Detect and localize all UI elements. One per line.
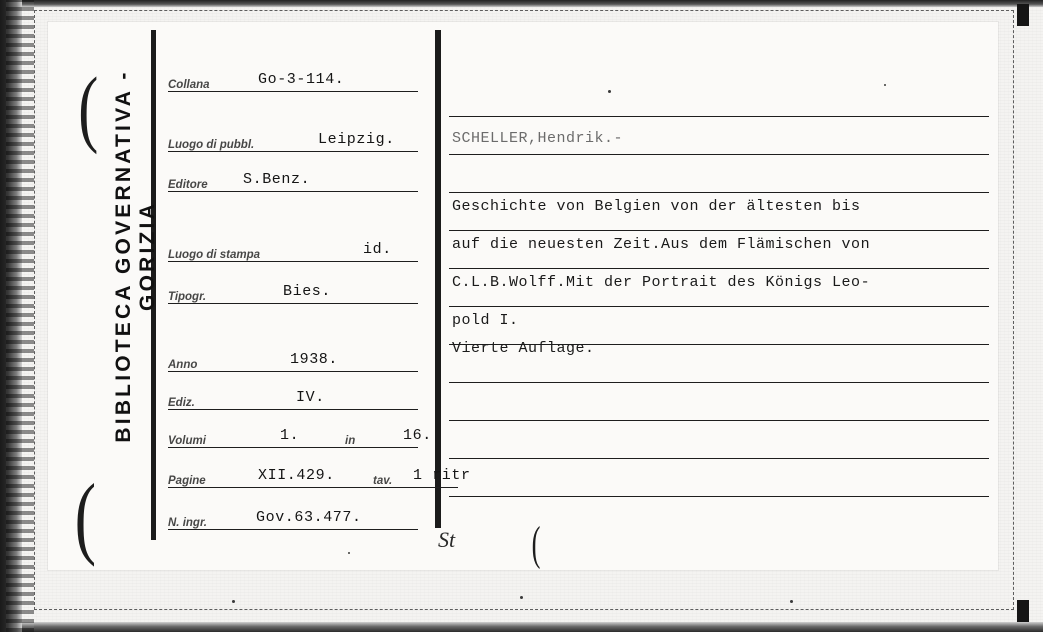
field-rule: [168, 487, 458, 488]
field-label: Luogo di pubbl.: [168, 139, 255, 151]
field-rule: [168, 191, 418, 192]
pencil-annotation: St: [438, 527, 456, 552]
dust-speck: [520, 596, 523, 599]
field-rule: [168, 151, 418, 152]
field-value: Gov.63.477.: [256, 509, 362, 526]
field-numero-ingresso: [168, 500, 418, 530]
field-value: S.Benz.: [243, 171, 311, 188]
field-label: Pagine: [168, 475, 206, 487]
dust-speck: [884, 84, 886, 86]
vertical-rule-middle: [435, 30, 441, 528]
field-volumi: [168, 418, 432, 448]
entry-author: SCHELLER,Hendrik.-: [452, 130, 624, 147]
dust-speck: [790, 600, 793, 603]
field-value: Leipzig.: [318, 131, 395, 148]
dust-speck: [348, 552, 350, 554]
field-value: 1.: [280, 427, 300, 444]
field-value-in: 16.: [403, 427, 432, 444]
catalog-card: [48, 22, 998, 570]
field-label: Tipogr.: [168, 291, 207, 303]
field-label-in: in: [345, 435, 356, 447]
right-rule: [449, 306, 989, 307]
field-value: id.: [363, 241, 392, 258]
field-value: IV.: [296, 389, 325, 406]
scan-edge-left-noise: [6, 0, 34, 632]
right-rule: [449, 230, 989, 231]
field-rule: [168, 447, 418, 448]
field-label: N. ingr.: [168, 517, 207, 529]
field-luogo-pubbl: [168, 122, 418, 152]
entry-edition-note: Vierte Auflage.: [452, 340, 595, 357]
right-rule: [449, 268, 989, 269]
field-value: Go-3-114.: [258, 71, 345, 88]
entry-title-line-1: Geschichte von Belgien von der ältesten bis: [452, 198, 861, 215]
field-rule: [168, 529, 418, 530]
handwritten-bracket-top: (: [78, 59, 99, 155]
field-anno: [168, 342, 418, 372]
right-rule: [449, 382, 989, 383]
field-rule: [168, 409, 418, 410]
right-rule: [449, 116, 989, 117]
field-rule: [168, 91, 418, 92]
entry-title-line-4: pold I.: [452, 312, 519, 329]
handwritten-bracket-bottom: (: [74, 465, 97, 567]
scan-blob-bottom-right: [1017, 600, 1029, 622]
field-label: Luogo di stampa: [168, 249, 260, 261]
right-rule: [449, 192, 989, 193]
right-rule: [449, 154, 989, 155]
field-rule: [168, 371, 418, 372]
field-label: Volumi: [168, 435, 206, 447]
right-rule: [449, 496, 989, 497]
entry-title-line-3: C.L.B.Wolff.Mit der Portrait des Königs Leo-: [452, 274, 871, 291]
scan-edge-bottom: [0, 622, 1043, 632]
field-rule: [168, 261, 418, 262]
field-label-tav: tav.: [373, 475, 393, 487]
field-label: Editore: [168, 179, 208, 191]
field-value: Bies.: [283, 283, 332, 300]
library-stamp-text: BIBLIOTECA GOVERNATIVA - GORIZIA: [112, 69, 159, 443]
entry-title-line-2: auf die neuesten Zeit.Aus dem Flämischen von: [452, 236, 871, 253]
handwritten-bracket-small: (: [531, 517, 541, 570]
field-label: Collana: [168, 79, 210, 91]
right-rule: [449, 458, 989, 459]
field-editore: [168, 162, 418, 192]
scan-blob-top-right: [1017, 4, 1029, 26]
right-rule: [449, 420, 989, 421]
field-value: 1938.: [290, 351, 339, 368]
field-collana: [168, 62, 418, 92]
field-luogo-stampa: [168, 232, 418, 262]
dust-speck: [232, 600, 235, 603]
field-label: Anno: [168, 359, 198, 371]
field-edizione: [168, 380, 418, 410]
field-value: XII.429.: [258, 467, 335, 484]
dust-speck: [608, 90, 611, 93]
field-tipografo: [168, 274, 418, 304]
field-rule: [168, 303, 418, 304]
scan-edge-top: [0, 0, 1043, 7]
field-pagine: [168, 458, 471, 488]
field-value-tav: 1 ritr: [413, 467, 471, 484]
field-label: Ediz.: [168, 397, 195, 409]
